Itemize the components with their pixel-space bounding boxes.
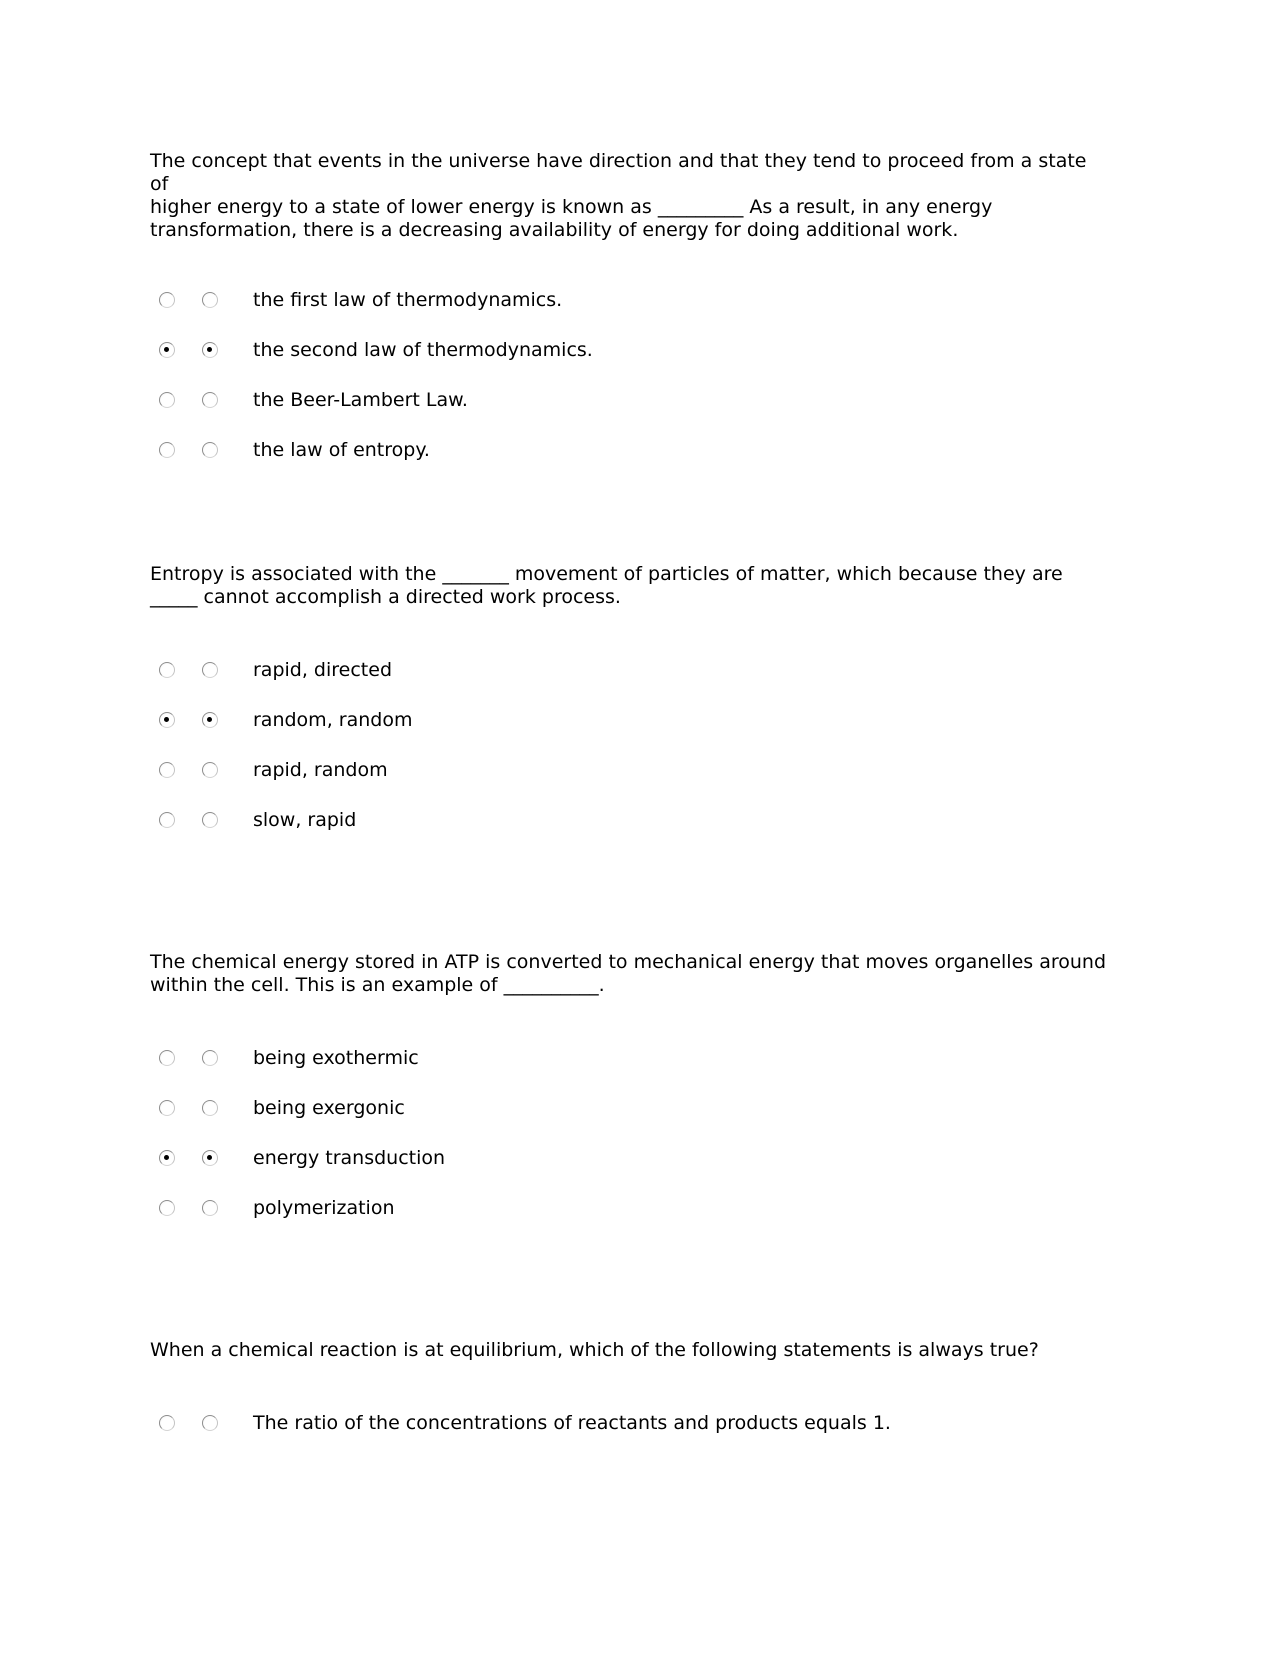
option-label: rapid, random	[253, 759, 388, 781]
radio-button[interactable]	[202, 342, 218, 358]
option-random-random	[150, 708, 1110, 738]
option-label: being exothermic	[253, 1047, 419, 1069]
radio-button[interactable]	[202, 292, 218, 308]
radio-button[interactable]	[159, 1150, 175, 1166]
option-label: the Beer-Lambert Law.	[253, 389, 468, 411]
radio-dot	[164, 1155, 169, 1160]
radio-button[interactable]	[202, 812, 218, 828]
radio-button[interactable]	[159, 1200, 175, 1216]
question-2	[150, 563, 1110, 831]
radio-button[interactable]	[159, 662, 175, 678]
radio-button[interactable]	[159, 812, 175, 828]
option-label: the law of entropy.	[253, 439, 430, 461]
option-beer-lambert	[150, 388, 1110, 418]
option-rapid-random	[150, 758, 1110, 788]
question-text: The chemical energy stored in ATP is converted to mechanical energy that moves organelles around within the cell. This is an example of __________.	[150, 951, 1107, 996]
option-slow-rapid	[150, 808, 1110, 838]
option-energy-transduction	[150, 1146, 1110, 1176]
radio-button[interactable]	[202, 1415, 218, 1431]
option-polymerization	[150, 1196, 1110, 1226]
radio-button[interactable]	[202, 442, 218, 458]
radio-dot	[207, 717, 212, 722]
radio-button[interactable]	[159, 1100, 175, 1116]
radio-button[interactable]	[202, 1200, 218, 1216]
radio-button[interactable]	[202, 1050, 218, 1066]
option-label: polymerization	[253, 1197, 395, 1219]
radio-button[interactable]	[159, 762, 175, 778]
radio-button[interactable]	[159, 712, 175, 728]
radio-button[interactable]	[202, 712, 218, 728]
option-label: being exergonic	[253, 1097, 405, 1119]
option-label: rapid, directed	[253, 659, 393, 681]
question-text: Entropy is associated with the _______ movement of particles of matter, which because they are _____ cannot accomplish a directed work process.	[150, 563, 1063, 608]
option-label: slow, rapid	[253, 809, 357, 831]
radio-button[interactable]	[159, 392, 175, 408]
radio-button[interactable]	[202, 762, 218, 778]
option-label: random, random	[253, 709, 413, 731]
radio-button[interactable]	[202, 662, 218, 678]
radio-dot	[207, 1155, 212, 1160]
radio-button[interactable]	[202, 392, 218, 408]
option-rapid-directed	[150, 658, 1110, 688]
question-3	[150, 951, 1110, 1219]
question-text: The concept that events in the universe have direction and that they tend to proceed from a state of higher energy to a state of lower energy is known as _________ As a result, in any energy transformation, there is a decreasing availability of energy for doing additional work.	[150, 150, 1087, 241]
radio-dot	[164, 717, 169, 722]
radio-button[interactable]	[159, 442, 175, 458]
option-law-of-entropy	[150, 438, 1110, 468]
option-label: the second law of thermodynamics.	[253, 339, 593, 361]
option-first-law	[150, 288, 1110, 318]
option-label: energy transduction	[253, 1147, 446, 1169]
option-exergonic	[150, 1096, 1110, 1126]
radio-button[interactable]	[159, 1050, 175, 1066]
option-label: the first law of thermodynamics.	[253, 289, 563, 311]
radio-button[interactable]	[159, 1415, 175, 1431]
radio-button[interactable]	[202, 1150, 218, 1166]
question-text: When a chemical reaction is at equilibrium, which of the following statements is always true?	[150, 1339, 1039, 1361]
option-label: The ratio of the concentrations of reactants and products equals 1.	[253, 1412, 891, 1434]
option-ratio-equals-one	[150, 1411, 1110, 1441]
question-1	[150, 150, 1110, 461]
option-exothermic	[150, 1046, 1110, 1076]
radio-dot	[164, 347, 169, 352]
radio-dot	[207, 347, 212, 352]
radio-button[interactable]	[159, 342, 175, 358]
option-second-law	[150, 338, 1110, 368]
radio-button[interactable]	[159, 292, 175, 308]
question-4	[150, 1339, 1110, 1434]
radio-button[interactable]	[202, 1100, 218, 1116]
